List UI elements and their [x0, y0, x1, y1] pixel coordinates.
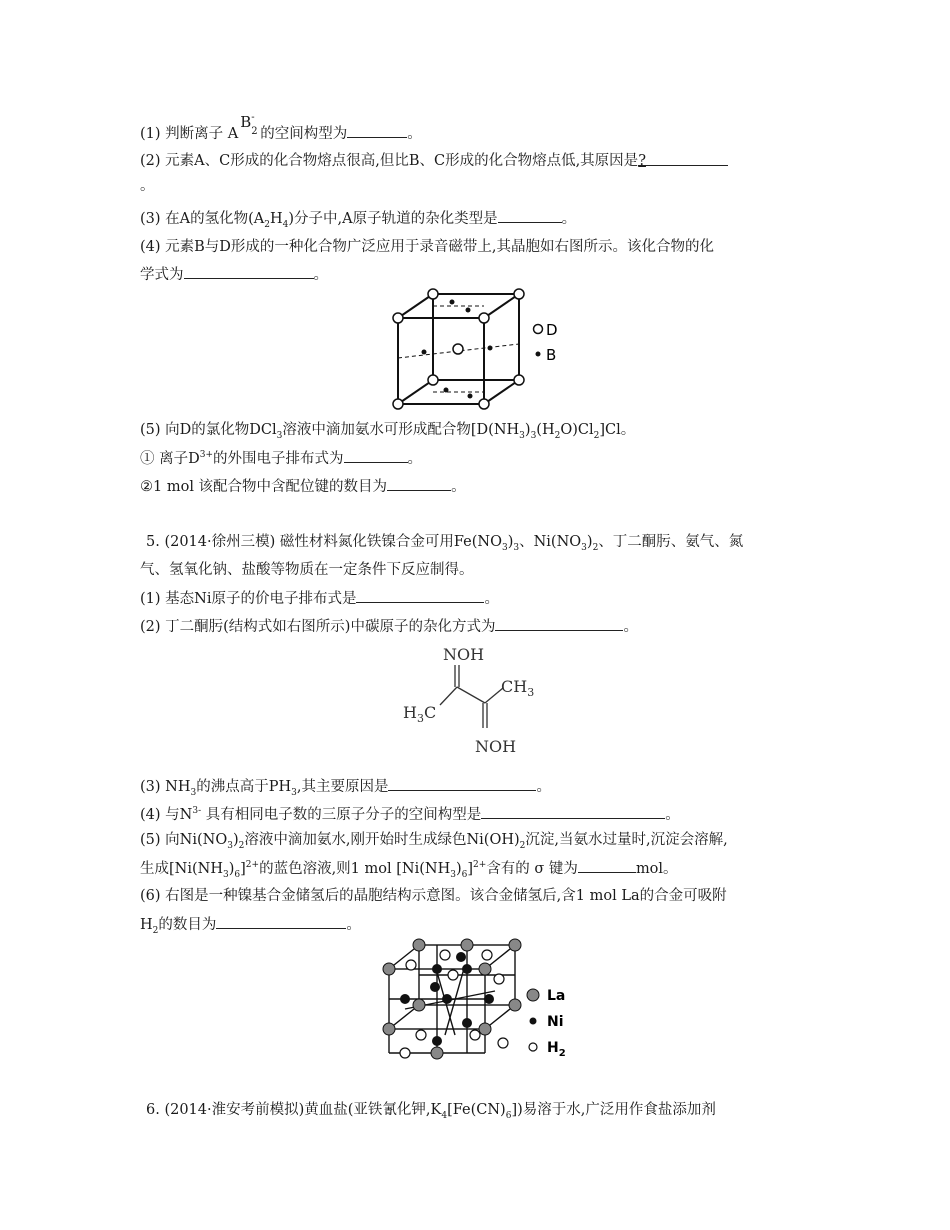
answer-blank-5-3[interactable] [388, 776, 536, 791]
legend-h2-label: $H_2$ [547, 1040, 566, 1059]
q5-part6: (6) 右图是一种镍基合金储氢后的晶胞结构示意图。该合金储氢后,含1 mol La的合金可吸附 [140, 888, 727, 904]
answer-blank-5-5[interactable] [578, 858, 636, 873]
answer-blank-4-1[interactable] [347, 123, 407, 138]
q6-intro: 6. (2014·淮安考前模拟)黄血盐(亚铁氰化钾$,K_4[Fe(CN)_6]$)易溶于水,广泛用作食盐添加剂 [146, 1102, 716, 1121]
noh-top-label: NOH [443, 645, 485, 664]
q5-part1: (1) 基态Ni原子的价电子排布式是 。 [140, 588, 499, 609]
q5-part4: (4) 与$N^{3-}$ 具有相同电子数的三原子分子的空间构型是 。 [140, 804, 680, 825]
q5-part2: (2) 丁二酮肟(结构式如右图所示)中碳原子的杂化方式为 。 [140, 616, 638, 637]
q4-part5: (5) 向D的氯化物DCl$_3$溶液中滴加氨水可形成配合物$[D(NH_3)_3(H_2O)Cl_2]Cl$。 [140, 422, 636, 441]
legend-ni-label: Ni [547, 1014, 564, 1030]
answer-blank-5-1[interactable] [356, 588, 484, 603]
q5-part6-cont: $H_2$的数目为 。 [140, 914, 361, 935]
legend-b-label: B [546, 346, 557, 364]
crystal-cell-figure-bd [388, 286, 588, 412]
legend-b-marker [536, 352, 541, 357]
legend-la-marker [527, 989, 539, 1001]
answer-blank-4-5-1[interactable] [344, 448, 408, 463]
q5-part3: (3) $NH_3$的沸点高于$PH_3$,其主要原因是 。 [140, 776, 551, 797]
legend-d-label: D [546, 321, 558, 339]
dimethylglyoxime-structure [395, 640, 555, 765]
la-ni-h2-crystal-figure [375, 935, 590, 1065]
answer-blank-5-6[interactable] [216, 914, 346, 929]
q4-part5-2: ②1 mol 该配合物中含配位键的数目为 。 [140, 476, 466, 497]
ion-b-symbol: B [240, 113, 252, 131]
answer-blank-4-3[interactable] [498, 208, 562, 223]
q4-part4: (4) 元素B与D形成的一种化合物广泛应用于录音磁带上,其晶胞如右图所示。该化合物的化 [140, 239, 715, 255]
legend-h2-marker [529, 1043, 537, 1051]
q5-intro: 5. (2014·徐州三模) 磁性材料氮化铁镍合金可用$Fe(NO_3)_3$、$Ni(NO_3)_2$、丁二酮肟、氨气、氮 [146, 534, 744, 553]
legend-d-marker [534, 325, 543, 334]
q4-part4-cont: 学式为 。 [140, 264, 328, 285]
q4-part2-end: 。 [140, 178, 155, 194]
q4-part3: (3) 在A的氢化物$(A_2H_4)$分子中,A原子轨道的杂化类型是 。 [140, 208, 576, 229]
legend-la-label: La [547, 988, 566, 1004]
ch3-label: $CH_3$ [501, 677, 535, 699]
answer-blank-4-5-2[interactable] [387, 476, 451, 491]
noh-bottom-label: NOH [475, 737, 517, 756]
q4-part1: (1) 判断离子 A B - 2 的空间构型为 。 [140, 112, 422, 142]
q4-part2: (2) 元素A、C形成的化合物熔点很高,但比B、C形成的化合物熔点低,其原因是? [140, 151, 728, 171]
q5-part5-cont: 生成$[Ni(NH_3)_6]^{2+}$的蓝色溶液,则1 mol $[Ni(NH_3)_6]^{2+}$含有的 σ 键为 mol。 [140, 858, 678, 879]
answer-blank-4-4[interactable] [184, 264, 314, 279]
q5-intro-cont: 气、氢氧化钠、盐酸等物质在一定条件下反应制得。 [140, 562, 474, 578]
q4-part5-1: ① 离子$D^{3+}$的外围电子排布式为 。 [140, 448, 422, 469]
h3c-label: $H_3C$ [403, 703, 437, 725]
answer-blank-4-2[interactable]: ? [638, 151, 728, 166]
answer-blank-5-4[interactable] [481, 804, 665, 819]
legend-ni-marker [530, 1018, 537, 1025]
q5-part5: (5) 向$Ni(NO_3)_2$溶液中滴加氨水,刚开始时生成绿色$Ni(OH)_2$沉淀,当氨水过量时,沉淀会溶解, [140, 832, 728, 851]
answer-blank-5-2[interactable] [495, 616, 623, 631]
